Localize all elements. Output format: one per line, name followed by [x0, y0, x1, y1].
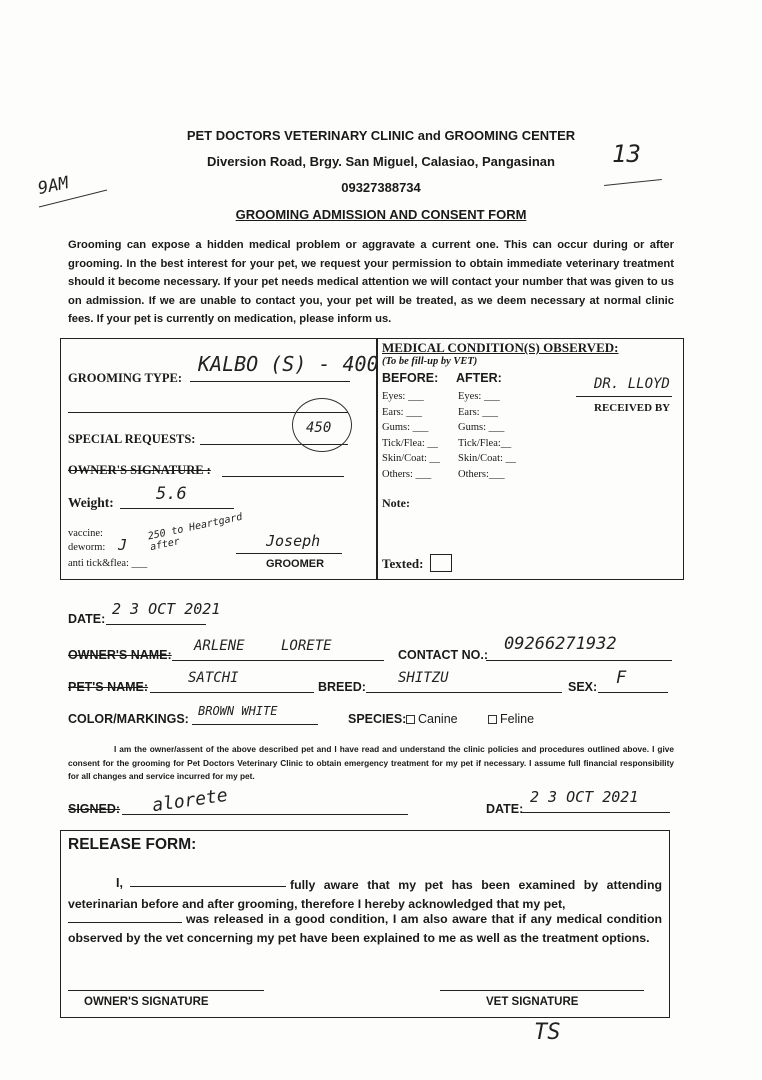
date-value: 2 3 OCT 2021	[112, 600, 221, 618]
feline-checkbox[interactable]	[488, 715, 497, 724]
before-gums: Gums: ___	[382, 422, 429, 433]
species-canine[interactable]	[406, 712, 458, 726]
before-skin: Skin/Coat: __	[382, 453, 441, 464]
form-title: GROOMING ADMISSION AND CONSENT FORM	[235, 207, 527, 222]
breed-value: SHITZU	[398, 670, 449, 686]
weight-field[interactable]	[120, 508, 234, 509]
species-feline[interactable]	[488, 712, 534, 726]
handwritten-number: 13	[612, 140, 641, 168]
intro-paragraph: Grooming can expose a hidden medical problem or aggravate a current one. This can occur during or after grooming. In the best interest for your pet, we request your permission to obtain immediate veterinary treatment should it become necessary. If your pet needs medical attention we will contact your number that was given to us on admission. If we are unable to contact you, your pet will be treated, as we deem necessary at normal clinic fees. If your pet is currently on medication, please inform us.	[68, 239, 674, 325]
after-tick: Tick/Flea:__	[458, 437, 512, 449]
before-ears: Ears: ___	[382, 406, 422, 418]
owners-name-label: OWNER'S NAME:	[68, 648, 172, 662]
before-tick: Tick/Flea: __	[382, 437, 438, 449]
clinic-address: Diversion Road, Brgy. San Miguel, Calasiao, Pangasinan	[207, 154, 555, 169]
date-field[interactable]	[106, 624, 206, 625]
after-gums: Gums: ___	[458, 422, 505, 433]
special-requests-label: SPECIAL REQUESTS:	[68, 432, 196, 446]
date-label: DATE:	[68, 612, 106, 626]
sex-label: SEX:	[568, 680, 598, 694]
breed-label: BREED:	[318, 680, 366, 694]
date2-value: 2 3 OCT 2021	[530, 788, 639, 806]
groomer-field[interactable]	[236, 553, 342, 554]
received-by-field[interactable]	[576, 396, 672, 397]
pets-name-field[interactable]	[150, 692, 314, 693]
after-label: AFTER:	[456, 371, 502, 385]
release-paragraph-1: fully aware that my pet has been examined by attending veterinarian before and after grooming, therefore I hereby acknowledged that my pet,	[68, 878, 662, 911]
sex-field[interactable]	[598, 692, 668, 693]
received-by-value: DR. LLOYD	[594, 376, 670, 392]
clinic-name: PET DOCTORS VETERINARY CLINIC and GROOMING CENTER	[186, 128, 576, 143]
vet-sig-field[interactable]	[440, 990, 644, 991]
species-label: SPECIES:	[348, 712, 407, 726]
clinic-phone: 09327388734	[341, 180, 421, 195]
vaccine-label: vaccine:	[68, 528, 103, 539]
breed-field[interactable]	[366, 692, 562, 693]
release-i: I,	[116, 876, 123, 890]
release-title: RELEASE FORM:	[68, 836, 197, 853]
owners-name-value: ARLENE LORETE	[194, 638, 332, 654]
owner-signature-label: OWNER'S SIGNATURE :	[68, 463, 211, 477]
received-by-label: RECEIVED BY	[594, 402, 671, 414]
after-ears: Ears: ___	[458, 406, 498, 418]
medical-title: MEDICAL CONDITION(S) OBSERVED:	[382, 340, 619, 355]
contact-value: 09266271932	[504, 634, 617, 654]
weight-value: 5.6	[156, 484, 187, 504]
before-label: BEFORE:	[382, 371, 439, 385]
circled-amount-value: 450	[306, 420, 332, 436]
after-eyes: Eyes: ___	[458, 391, 500, 402]
owner-signature-field[interactable]	[222, 476, 344, 477]
handwritten-initials: TS	[534, 1020, 561, 1045]
after-skin: Skin/Coat: __	[458, 453, 517, 464]
grooming-type-label: GROOMING TYPE:	[68, 371, 183, 385]
canine-checkbox[interactable]	[406, 715, 415, 724]
pets-name-label: PET'S NAME:	[68, 680, 149, 694]
owner-sig-field[interactable]	[68, 990, 264, 991]
release-paragraph-2: was released in a good condition, I am also aware that if any medical condition observed by the vet concerning my pet have been explained to me as well as the treatment options.	[68, 912, 662, 945]
owners-name-field[interactable]	[172, 660, 384, 661]
signed-label: SIGNED:	[68, 802, 121, 816]
consent-paragraph: I am the owner/assent of the above described pet and I have read and understand the clinic policies and procedures outlined above. I give consent for the grooming for Pet Doctors Veterinary Clinic to obtain emergency treatment for my pet if necessary. I assume full financial responsibility for all changes and service incurred for my pet.	[68, 744, 674, 781]
pets-name-value: SATCHI	[188, 670, 239, 686]
feline-label: Feline	[500, 712, 535, 726]
groomer-label: GROOMER	[266, 558, 325, 570]
sex-value: F	[616, 668, 627, 688]
color-label: COLOR/MARKINGS:	[68, 712, 189, 726]
grooming-type-field[interactable]	[190, 381, 350, 382]
color-value: BROWN WHITE	[198, 704, 278, 718]
date2-label: DATE:	[486, 802, 524, 816]
canine-label: Canine	[418, 712, 458, 726]
before-list	[382, 389, 440, 482]
medical-subtitle: (To be fill-up by VET)	[382, 356, 478, 367]
weight-label: Weight:	[68, 495, 114, 510]
texted-label: Texted:	[382, 556, 424, 571]
before-others: Others: ___	[382, 468, 432, 480]
texted-checkbox[interactable]	[430, 554, 452, 572]
deworm-check: J	[118, 536, 128, 554]
deworm-label: deworm:	[68, 542, 106, 553]
contact-field[interactable]	[486, 660, 672, 661]
owner-sig-label: OWNER'S SIGNATURE	[84, 996, 209, 1008]
color-field[interactable]	[192, 724, 318, 725]
handwritten-time: 9AM	[36, 173, 71, 199]
note-label: Note:	[382, 496, 410, 510]
antitick-label: anti tick&flea: ___	[68, 558, 148, 569]
groomer-value: Joseph	[266, 532, 321, 550]
signature-value: alorete	[150, 784, 229, 817]
date2-field[interactable]	[522, 812, 670, 813]
before-eyes: Eyes: ___	[382, 391, 424, 402]
contact-label: CONTACT NO.:	[398, 648, 489, 662]
grooming-type-value: KALBO (S) - 400	[198, 352, 379, 376]
vet-sig-label: VET SIGNATURE	[486, 996, 579, 1008]
after-others: Others:___	[458, 468, 505, 480]
after-list	[458, 389, 516, 482]
vaccine-note: 250 to Heartgard after	[146, 511, 244, 554]
